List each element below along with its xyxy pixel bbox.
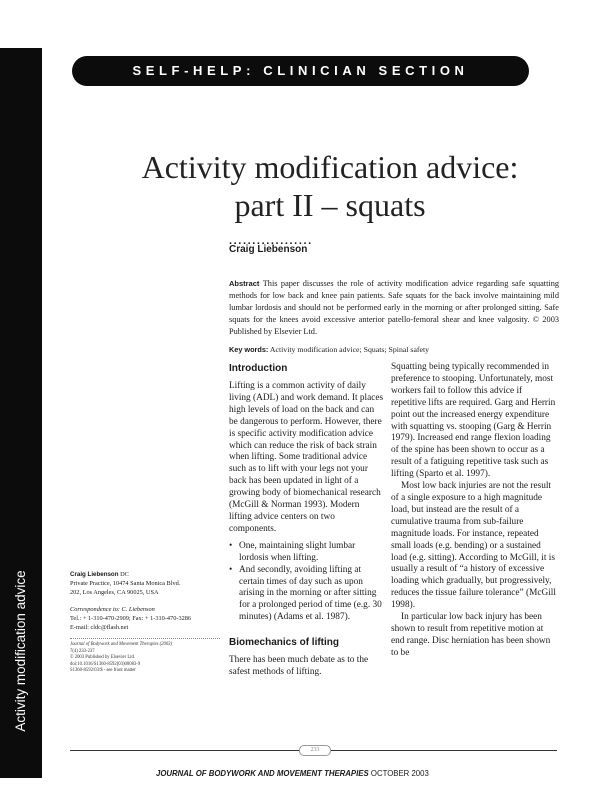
title-line-1: Activity modification advice: bbox=[141, 149, 519, 185]
doi: doi:10.1016/S1360-8592(03)00083-9 bbox=[70, 661, 141, 667]
right-column bbox=[391, 362, 557, 660]
address-line-2: 202, Los Angeles, CA 90025, USA bbox=[70, 589, 159, 596]
author-info-name: Craig Liebenson bbox=[70, 571, 119, 578]
section-banner: SELF-HELP: CLINICIAN SECTION bbox=[72, 56, 529, 86]
author-name: Craig Liebenson bbox=[229, 244, 308, 255]
abstract-label: Abstract bbox=[229, 279, 260, 288]
info-divider bbox=[70, 638, 220, 639]
list-item: • And secondly, avoiding lifting at certain times of day such as upon arising in the morning or after sitting for a prolonged period of time (e.g. 30 minutes) (Adams et al. 1987). bbox=[239, 565, 384, 625]
list-item: • One, maintaining slight lumbar lordosis when lifting. bbox=[239, 541, 384, 565]
abstract bbox=[229, 278, 559, 338]
body-paragraph: Squatting being typically recommended in preference to stooping. Unfortunately, most workers fail to follow this advice if repetitive lifts are required. Garg and Herrin point out the increased energy expenditure with squatting vs. stooping (Garg & Herrin 1979). Increased end range flexion loading of the spine has been shown to occur as a result of a fatiguing repetitive task such as lifting (Sparto et al. 1997). bbox=[391, 362, 556, 480]
journal-reference: Journal of Bodywork and Movement Therapies (2003) bbox=[70, 642, 173, 647]
phone-fax: Tel.: + 1-310-470-2909; Fax: + 1-310-470-3286 bbox=[70, 615, 192, 622]
introduction-heading: Introduction bbox=[229, 363, 288, 374]
left-column bbox=[229, 362, 384, 679]
address-line-1: Private Practice, 10474 Santa Monica Blvd. bbox=[70, 580, 181, 587]
abstract-text: This paper discusses the role of activity modification advice regarding safe squatting methods for low back and knee pain patients. Safe squats for the back involve maintaining mild lumbar lordosis and should not be performed early in the morning or after prolonged sitting. Safe squats for the knees avoid excessive anterior patello-femoral shear and knee valgosity. © 2003 Published by Elsevier Ltd. bbox=[229, 279, 559, 336]
article-title bbox=[110, 148, 550, 224]
keywords-text: Activity modification advice; Squats; Spinal safety bbox=[269, 345, 430, 354]
introduction-paragraph: Lifting is a common activity of daily living (ADL) and work demand. It places high levels of load on the back and can be dangerous to perform. However, there is specific activity modification advice which can reduce the risk of back strain when lifting. Some traditional advice such as to lift with your legs not your back has been updated in light of a growing body of biomechanical research (McGill & Norman 1993). Modern lifting advice centers on two components. bbox=[229, 381, 384, 534]
email: E-mail: cldc@flash.net bbox=[70, 624, 129, 631]
issn: S1360-8592/03/$ - see front matter bbox=[70, 668, 136, 673]
biomechanics-heading: Biomechanics of lifting bbox=[229, 637, 340, 649]
sidebar-running-title: Activity modification advice bbox=[13, 570, 28, 732]
body-paragraph: Most low back injuries are not the result of a single exposure to a high magnitude load, but instead are the result of a cumulative trauma from sub-failure magnitude loads. For instance, repeated small loads (e.g. bending) or a sustained load (e.g. sitting). According to McGill, it is usually a result of “a history of excessive loading which gradually, but progressively, reduces the tissue failure tolerance” (McGill 1998). bbox=[391, 481, 556, 611]
dotted-separator: .................. bbox=[229, 235, 313, 247]
author-info bbox=[70, 570, 220, 675]
body-paragraph: In particular low back injury has been shown to result from repetitive motion at end range. Disc herniation has been shown to be bbox=[391, 612, 551, 658]
copyright: © 2003 Published by Elsevier Ltd. bbox=[70, 655, 136, 660]
biomechanics-paragraph: There has been much debate as to the safest methods of lifting. bbox=[229, 655, 369, 678]
keywords bbox=[229, 345, 559, 354]
volume-pages: 7(4) 233-237 bbox=[70, 648, 95, 654]
side-bar bbox=[0, 48, 42, 778]
page-number: 233 bbox=[299, 745, 331, 756]
author-degree: DC bbox=[120, 571, 129, 578]
journal-issue: OCTOBER 2003 bbox=[370, 769, 429, 778]
correspondence: Correspondence to: C. Liebenson bbox=[70, 606, 155, 613]
journal-footer bbox=[156, 769, 429, 778]
keywords-label: Key words: bbox=[229, 345, 269, 354]
title-line-2: part II – squats bbox=[234, 187, 426, 223]
bullet-list bbox=[229, 541, 384, 624]
journal-name: JOURNAL OF BODYWORK AND MOVEMENT THERAPIES bbox=[156, 769, 369, 778]
